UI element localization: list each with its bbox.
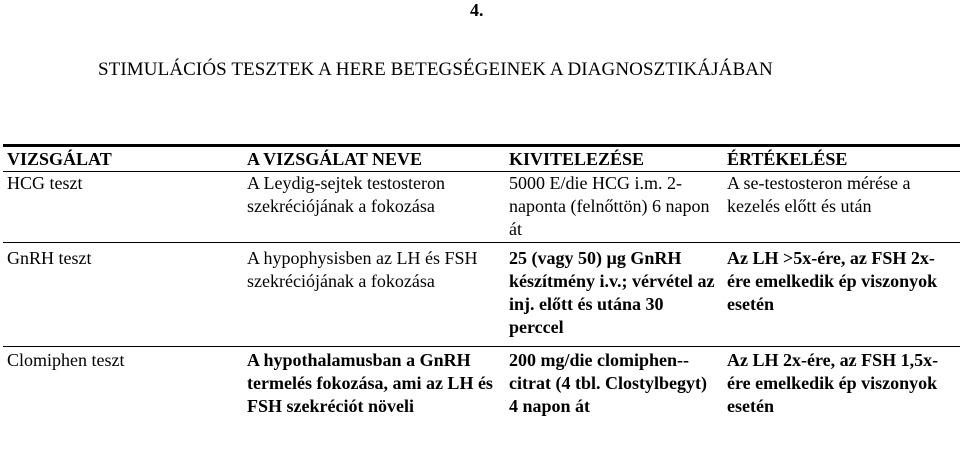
header-ertekelese: ÉRTÉKELÉSE (723, 146, 960, 172)
cell-test: Clomiphen teszt (7, 350, 125, 370)
stimulation-tests-table (3, 144, 960, 418)
cell-evaluation: Az LH >5x-ére, az FSH 2x-ére emelkedik ép viszonyok esetén (723, 243, 960, 347)
cell-name: A hypothalamusban a GnRH termelés fokozása, ami az LH és FSH szekréciót növeli (247, 350, 493, 416)
page-title: STIMULÁCIÓS TESZTEK A HERE BETEGSÉGEINEK A DIAGNOSZTIKÁJÁBAN (98, 59, 773, 80)
table-row-gnrh (3, 243, 960, 347)
table-row-hcg (3, 172, 960, 243)
header-vizsgalat-neve: A VIZSGÁLAT NEVE (243, 146, 505, 172)
cell-test: GnRH teszt (3, 243, 243, 347)
table-header-row (3, 146, 960, 172)
cell-execution: 200 mg/die clomiphen--citrat (4 tbl. Clostylbegyt) 4 napon át (509, 350, 707, 416)
cell-name: A hypophysisben az LH és FSH szekréciójának a fokozása (243, 243, 505, 347)
cell-evaluation: Az LH 2x-ére, az FSH 1,5x-ére emelkedik ép viszonyok esetén (727, 350, 939, 416)
cell-execution: 25 (vagy 50) µg GnRH készítmény i.v.; vérvétel az inj. előtt és utána 30 perccel (505, 243, 723, 347)
cell-execution: 5000 E/die HCG i.m. 2-naponta (felnőttön) 6 napon át (505, 172, 723, 243)
cell-test: HCG teszt (3, 172, 243, 243)
page-number: 4. (470, 0, 484, 20)
table-row-clomiphen (3, 347, 960, 419)
cell-name: A Leydig-sejtek testosteron szekréciójának a fokozása (243, 172, 505, 243)
header-vizsgalat: VIZSGÁLAT (3, 146, 243, 172)
header-kivitelezese: KIVITELEZÉSE (505, 146, 723, 172)
cell-evaluation: A se-testosteron mérése a kezelés előtt és után (723, 172, 960, 243)
